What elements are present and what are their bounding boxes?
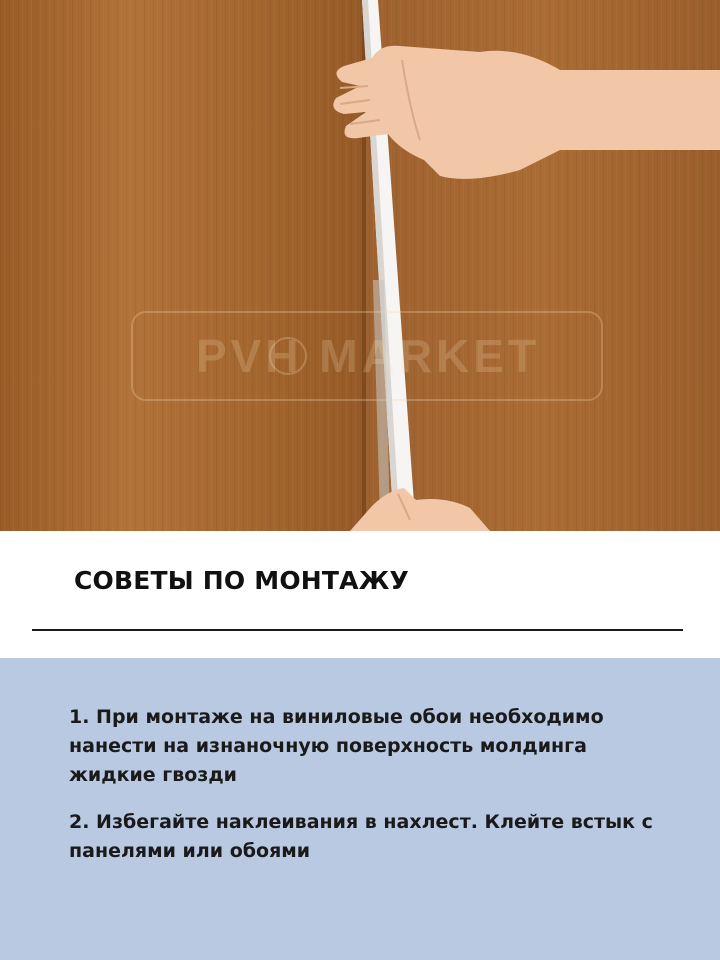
tip-item-1: 1. При монтаже на виниловые обои необходимо нанести на изнаночную поверхность молдинга жидкие гвозди [69,706,604,786]
svg-text:PVH MARKET: PVH MARKET [195,330,541,382]
section-title: СОВЕТЫ ПО МОНТАЖУ [74,566,410,595]
divider-line [32,629,683,631]
tip-item-2: 2. Избегайте наклеивания в нахлест. Клейте встык с панелями или обоями [69,811,653,862]
